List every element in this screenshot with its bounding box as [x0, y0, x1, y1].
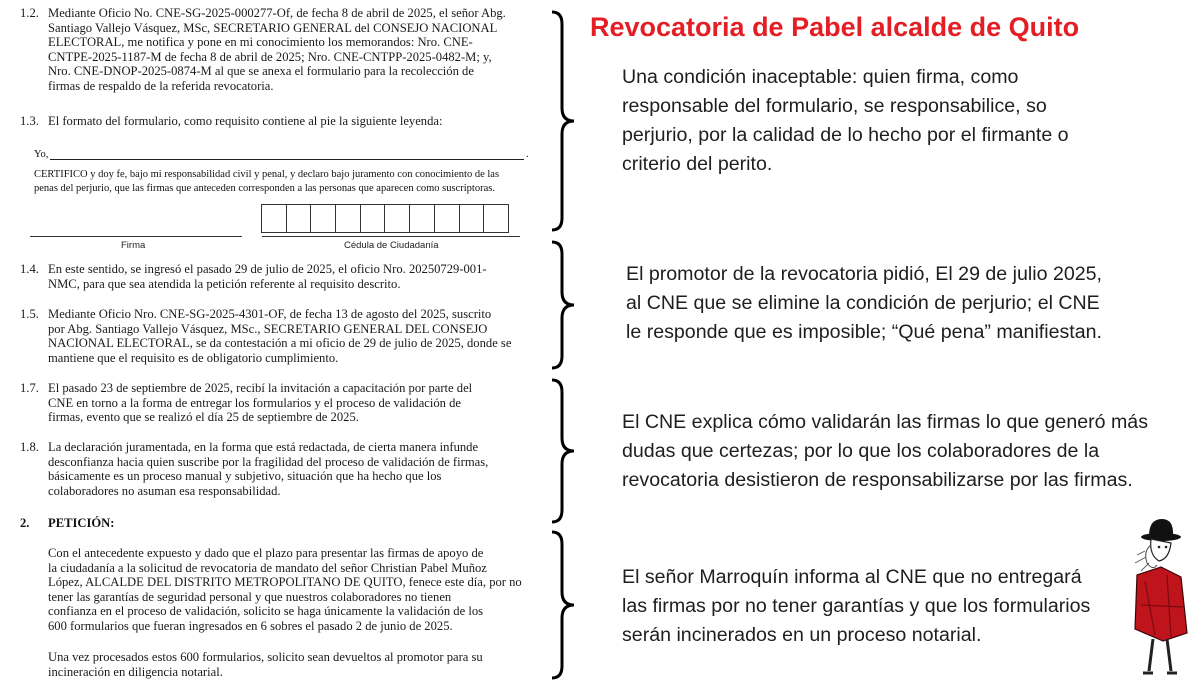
text-line: colaboradores no asuman esa responsabilidad. — [48, 483, 281, 498]
text-line: La declaración juramentada, en la forma que está redactada, de cierta manera infunde — [48, 440, 479, 454]
paragraph-1-4 — [20, 262, 542, 292]
id-digit-box — [384, 204, 410, 233]
paragraph-number: 1.7. — [20, 381, 39, 395]
text-line: El formato del formulario, como requisito contiene al pie la siguiente leyenda: — [48, 114, 443, 128]
petition-paragraph — [48, 546, 542, 636]
comment-line: El promotor de la revocatoria pidió, El 29 de julio 2025, — [626, 263, 1102, 285]
legend-dot: . — [526, 149, 529, 160]
signature-label: Firma — [121, 240, 146, 251]
text-line: Nro. CNE-DNOP-2025-0874-M al que se anexa el formulario para la recolección de — [48, 64, 474, 79]
text-line: Una vez procesados estos 600 formularios, solicito sean devueltos al promotor para su — [48, 650, 483, 664]
paragraph-1-2 — [20, 6, 542, 96]
paragraph-1-3 — [20, 114, 542, 130]
page-title: Revocatoria de Pabel alcalde de Quito — [590, 12, 1080, 42]
document-scan — [0, 0, 560, 683]
comment-line: perjurio, por la calidad de lo hecho por el firmante o — [622, 124, 1069, 146]
paragraph-number: 1.5. — [20, 307, 39, 321]
paragraph-1-8 — [20, 440, 542, 500]
petition-closing-paragraph — [48, 650, 542, 680]
comment-line: le responde que es imposible; “Qué pena” manifiestan. — [626, 321, 1102, 343]
comment-line: El señor Marroquín informa al CNE que no entregará — [622, 566, 1082, 588]
curly-brace — [548, 530, 578, 680]
legend-line: penas del perjurio, que las firmas que anteceden corresponden a las personas que aparecen como suscriptoras. — [34, 183, 495, 194]
text-line: confianza en el proceso de validación, solicito se haga únicamente la validación de los — [48, 604, 484, 619]
id-digit-box — [409, 204, 435, 233]
text-line: la ciudadanía a la solicitud de revocatoria de mandato del señor Christian Pabel Muñoz — [48, 560, 487, 575]
text-line: mantiene que el requisito es de obligatorio cumplimiento. — [48, 350, 339, 365]
comment-line: dudas que certezas; por lo que los colaboradores de la — [622, 440, 1100, 462]
id-digit-box — [483, 204, 509, 233]
section-number: 2. — [20, 516, 30, 530]
cartoon-figure-icon — [1115, 515, 1195, 680]
text-line: incineración en diligencia notarial. — [48, 664, 223, 679]
text-line: por Abg. Santiago Vallejo Vásquez, MSc., SECRETARIO GENERAL DEL CONSEJO — [48, 321, 488, 336]
comment-block — [622, 563, 1090, 650]
comment-line: Una condición inaceptable: quien firma, como — [622, 66, 1019, 88]
name-underline — [50, 159, 524, 160]
text-line: firmas de respaldo de la referida revocatoria. — [48, 78, 274, 93]
text-line: Mediante Oficio No. CNE-SG-2025-000277-Of, de fecha 8 de abril de 2025, el señor Abg. — [48, 6, 506, 20]
curly-brace — [548, 240, 578, 370]
id-digit-box — [434, 204, 460, 233]
comment-line: criterio del perito. — [622, 153, 773, 175]
text-line: tener las garantías de seguridad personal y que nuestros colaboradores no tienen — [48, 589, 452, 604]
text-line: Santiago Vallejo Vásquez, MSc, SECRETARIO GENERAL del CONSEJO NACIONAL — [48, 20, 498, 35]
text-line: NACIONAL ELECTORAL, se da contestación a mi oficio de 29 de julio de 2025, donde se — [48, 336, 512, 351]
id-digit-box — [261, 204, 287, 233]
signature-line — [30, 236, 242, 237]
id-digit-box — [459, 204, 485, 233]
text-line: Mediante Oficio Nro. CNE-SG-2025-4301-OF, de fecha 13 de agosto del 2025, suscrito — [48, 307, 492, 321]
legend-line: CERTIFICO y doy fe, bajo mi responsabilidad civil y penal, y declaro bajo juramento con conocimiento de las — [34, 169, 500, 180]
id-line — [262, 236, 520, 237]
text-line: En este sentido, se ingresó el pasado 29 de julio de 2025, el oficio Nro. 20250729-001- — [48, 262, 487, 276]
text-line: desconfianza hacia quien suscribe por la fragilidad del proceso de validación de firmas, — [48, 454, 489, 469]
text-line: básicamente es un proceso manual y subjetivo, situación que ha hecho que los — [48, 469, 442, 484]
paragraph-1-5 — [20, 307, 542, 367]
section-title: PETICIÓN: — [48, 516, 115, 530]
comment-line: al CNE que se elimine la condición de perjurio; el CNE — [626, 292, 1100, 314]
id-digit-box — [335, 204, 361, 233]
id-digit-box — [286, 204, 312, 233]
text-line: López, ALCALDE DEL DISTRITO METROPOLITANO DE QUITO, fenece este día, por no — [48, 575, 522, 590]
comment-block — [622, 63, 1069, 179]
legend-yo: Yo, — [34, 149, 49, 160]
curly-brace — [548, 10, 578, 232]
text-line: CNTPE-2025-1187-M de fecha 8 de abril de 2025; Nro. CNE-CNTPP-2025-0482-M; y, — [48, 49, 492, 64]
id-digit-box — [310, 204, 336, 233]
paragraph-number: 1.4. — [20, 262, 39, 276]
text-line: El pasado 23 de septiembre de 2025, recibí la invitación a capacitación por parte del — [48, 381, 473, 395]
comment-line: las firmas por no tener garantías y que los formularios — [622, 595, 1091, 617]
text-line: Con el antecedente expuesto y dado que el plazo para presentar las firmas de apoyo de — [48, 546, 484, 560]
comment-line: responsable del formulario, se responsabilice, so — [622, 95, 1047, 117]
paragraph-number: 1.8. — [20, 440, 39, 454]
text-line: 600 formularios que fueran ingresados en 6 sobres el pasado 2 de junio de 2025. — [48, 618, 453, 633]
text-line: ELECTORAL, me notifica y pone en mi conocimiento los memorandos: Nro. CNE- — [48, 35, 473, 50]
id-number-boxes — [262, 204, 509, 233]
paragraph-number: 1.2. — [20, 6, 39, 20]
comment-line: revocatoria desistieron de responsabilizarse por las firmas. — [622, 469, 1133, 491]
paragraph-number: 1.3. — [20, 114, 39, 128]
comment-line: serán incinerados en un proceso notarial. — [622, 624, 982, 646]
text-line: NMC, para que sea atendida la petición referente al requisito descrito. — [48, 276, 401, 291]
comment-block — [626, 260, 1102, 347]
id-digit-box — [360, 204, 386, 233]
comment-line: El CNE explica cómo validarán las firmas lo que generó más — [622, 411, 1148, 433]
text-line: firmas, evento que se realizó el día 25 de septiembre de 2025. — [48, 410, 359, 425]
paragraph-1-7 — [20, 381, 542, 426]
id-label: Cédula de Ciudadanía — [344, 240, 439, 251]
curly-brace — [548, 378, 578, 524]
comment-block — [622, 408, 1148, 495]
text-line: CNE en torno a la forma de entregar los formularios y el proceso de validación de — [48, 395, 461, 410]
